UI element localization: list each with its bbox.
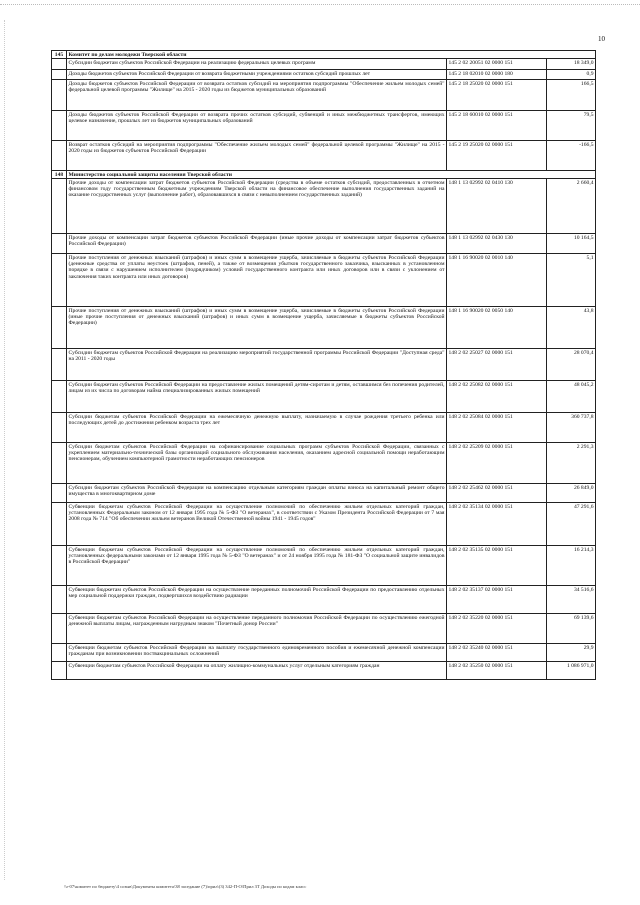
income-name-cell: Прочие доходы от компенсации затрат бюджетов субъектов Российской Федерации (иные прочие доходы от компенсации затрат бюджетов субъектов Российской Федерации) (67, 234, 447, 254)
budget-code-cell: 145 2 19 25020 02 0000 151 (447, 141, 547, 171)
income-name-cell: Прочие поступления от денежных взысканий (штрафов) и иных сумм в возмещение ущерба, зачисляемые в бюджеты субъектов Российской Федерации (денежные средства от уплаты неустоек (штрафов, пеней), а также от возмещения убытков государственного заказчика, взысканных в установленном порядке в связи с нарушением исполнителем (подрядчиком) условий государственного контракта или иных договоров или в связи с уклонением от заключения таких контракта или иных договоров) (67, 254, 447, 307)
table-row (52, 381, 596, 413)
table-row (52, 644, 596, 662)
amount-cell: 18 349,0 (547, 59, 596, 70)
row-number-cell (52, 546, 67, 586)
table-row (52, 59, 596, 70)
table-row (52, 662, 596, 680)
table-row (52, 141, 596, 171)
row-number-cell (52, 381, 67, 413)
amount-cell: 5,1 (547, 254, 596, 307)
amount-cell: 28 070,4 (547, 349, 596, 381)
row-number-cell (52, 111, 67, 141)
income-name-cell: Доходы бюджетов субъектов Российской Федерации от возврата остатков субсидий на мероприятия подпрограммы "Обеспечение жильем молодых семей" федеральной целевой программы "Жилище" на 2015 - 2020 годы из бюджетов муниципальных образований (67, 80, 447, 111)
income-name-cell: Субвенции бюджетам субъектов Российской Федерации на выплату государственного единовременного пособия и ежемесячной денежной компенсации гражданам при возникновении поствакцинальных осложнений (67, 644, 447, 662)
table-row (52, 234, 596, 254)
section-number: 148 (52, 171, 67, 179)
binding-edge-line (4, 20, 6, 880)
table-row (52, 614, 596, 644)
amount-cell: 0,9 (547, 70, 596, 80)
row-number-cell (52, 59, 67, 70)
budget-code-cell: 148 2 02 25462 02 0000 151 (447, 484, 547, 503)
row-number-cell (52, 179, 67, 234)
income-name-cell: Субсидии бюджетам субъектов Российской Федерации на предоставление жилых помещений детям-сиротам и детям, оставшимся без попечения родителей, лицам из их числа по договорам найма специализированных жилых помещений (67, 381, 447, 413)
income-name-cell: Доходы бюджетов субъектов Российской Федерации от возврата прочих остатков субсидий, субвенций и иных межбюджетных трансфертов, имеющих целевое назначение, прошлых лет из бюджетов муниципальных образований (67, 111, 447, 141)
budget-code-cell: 145 2 02 20051 02 0000 151 (447, 59, 547, 70)
row-number-cell (52, 234, 67, 254)
income-name-cell: Прочие поступления от денежных взысканий (штрафов) и иных сумм в возмещение ущерба, зачисляемые в бюджеты субъектов Российской Федерации (иные прочие поступления от денежных взысканий (штрафов) и иных сумм в возмещение ущерба, зачисляемые в бюджеты субъектов Российской Федерации) (67, 307, 447, 349)
amount-cell: 1 086 971,0 (547, 662, 596, 680)
amount-cell: 43,8 (547, 307, 596, 349)
income-name-cell: Субвенции бюджетам субъектов Российской Федерации на осуществление переданных полномочий Российской Федерации по предоставлению отдельных мер социальной поддержки граждан, подвергшихся воздействию радиации (67, 586, 447, 614)
section-number: 145 (52, 51, 67, 59)
budget-code-cell: 148 2 02 25084 02 0000 151 (447, 413, 547, 443)
amount-cell: 29,9 (547, 644, 596, 662)
income-name-cell: Субсидии бюджетам субъектов Российской Федерации на ежемесячную денежную выплату, назначаемую в случае рождения третьего ребенка или последующих детей до достижения ребенком возраста трех лет (67, 413, 447, 443)
income-name-cell: Субсидии бюджетам субъектов Российской Федерации на реализацию федеральных целевых программ (67, 59, 447, 70)
budget-code-cell: 148 2 02 25027 02 0000 151 (447, 349, 547, 381)
section-title: Министерство социальной защиты населения Тверской области (67, 171, 596, 179)
row-number-cell (52, 644, 67, 662)
section-header-row (52, 51, 596, 59)
budget-code-cell: 148 1 16 90020 02 0050 140 (447, 307, 547, 349)
amount-cell: 2 291,3 (547, 443, 596, 484)
section-title: Комитет по делам молодежи Тверской области (67, 51, 596, 59)
income-name-cell: Субвенции бюджетам субъектов Российской Федерации на осуществление переданного полномочия Российской Федерации по осуществлению ежегодной денежной выплаты лицам, награжденным нагрудным знаком "Почетный донор России" (67, 614, 447, 644)
amount-cell: 26 849,0 (547, 484, 596, 503)
row-number-cell (52, 614, 67, 644)
budget-code-cell: 148 1 13 02992 02 0410 130 (447, 179, 547, 234)
budget-code-cell: 148 2 02 35137 02 0000 151 (447, 586, 547, 614)
income-name-cell: Субвенции бюджетам субъектов Российской Федерации на осуществление полномочий по обеспечению жильем отдельных категорий граждан, установленных федеральными законами от 12 января 1995 года № 5-ФЗ "О ветеранах" и от 24 ноября 1995 года № 181-ФЗ "О социальной защите инвалидов в Российской Федерации" (67, 546, 447, 586)
income-name-cell: Прочие доходы от компенсации затрат бюджетов субъектов Российской Федерации (средства в объеме остатков субсидий, предоставленных в отчетном финансовом году государственным бюджетным учреждениям Тверской области на финансовое обеспечение выполнения государственных заданий на оказание государственных услуг (выполнение работ), образовавшихся в связи с невыполнением государственных заданий) (67, 179, 447, 234)
amount-cell: -166,5 (547, 141, 596, 171)
income-name-cell: Возврат остатков субсидий на мероприятия подпрограммы "Обеспечение жильем молодых семей" федеральной целевой программы "Жилище" на 2015 - 2020 годы из бюджетов субъектов Российской Федерации (67, 141, 447, 171)
table-row (52, 80, 596, 111)
budget-code-cell: 148 2 02 25209 02 0000 151 (447, 443, 547, 484)
amount-cell: 48 045,2 (547, 381, 596, 413)
income-name-cell: Субсидии бюджетам субъектов Российской Федерации на компенсацию отдельным категориям граждан оплаты взноса на капитальный ремонт общего имущества в многоквартирном доме (67, 484, 447, 503)
table-row (52, 546, 596, 586)
table-row (52, 503, 596, 546)
amount-cell: 10 164,5 (547, 234, 596, 254)
table-row (52, 586, 596, 614)
row-number-cell (52, 254, 67, 307)
amount-cell: 79,5 (547, 111, 596, 141)
amount-cell: 16 214,3 (547, 546, 596, 586)
income-name-cell: Субсидии бюджетам субъектов Российской Федерации на реализацию мероприятий государственной программы Российской Федерации "Доступная среда" на 2011 - 2020 годы (67, 349, 447, 381)
table-row (52, 484, 596, 503)
budget-code-cell: 148 1 16 90020 02 0010 140 (447, 254, 547, 307)
row-number-cell (52, 80, 67, 111)
table-row (52, 307, 596, 349)
row-number-cell (52, 503, 67, 546)
budget-code-cell: 148 2 02 35134 02 0000 151 (447, 503, 547, 546)
file-path-footer: \\r-07\комитет по бюджету\4 созыв\Документы комитета\38 заседание (7)\прил\(3) 342-П-О\Прил 3Т Доходы по кодам класс (64, 884, 307, 889)
amount-cell: 69 139,6 (547, 614, 596, 644)
budget-code-cell: 148 2 02 35250 02 0000 151 (447, 662, 547, 680)
budget-code-cell: 145 2 18 02010 02 0000 180 (447, 70, 547, 80)
amount-cell: 47 291,6 (547, 503, 596, 546)
row-number-cell (52, 141, 67, 171)
amount-cell: 2 660,4 (547, 179, 596, 234)
row-number-cell (52, 662, 67, 680)
budget-code-cell: 148 2 02 35220 02 0000 151 (447, 614, 547, 644)
budget-code-cell: 148 2 02 25082 02 0000 151 (447, 381, 547, 413)
budget-code-cell: 148 1 13 02992 02 0430 130 (447, 234, 547, 254)
row-number-cell (52, 443, 67, 484)
income-name-cell: Субвенции бюджетам субъектов Российской Федерации на оплату жилищно-коммунальных услуг отдельным категориям граждан (67, 662, 447, 680)
row-number-cell (52, 413, 67, 443)
income-name-cell: Субсидии бюджетам субъектов Российской Федерации на софинансирование социальных программ субъектов Российской Федерации, связанных с укреплением материально-технической базы организаций социального обслуживания населения, оказанием адресной социальной помощи неработающим пенсионерам, обучением компьютерной грамотности неработающих пенсионеров (67, 443, 447, 484)
row-number-cell (52, 70, 67, 80)
table-row (52, 443, 596, 484)
table-row (52, 413, 596, 443)
revenue-table (51, 50, 596, 680)
budget-code-cell: 148 2 02 35240 02 0000 151 (447, 644, 547, 662)
amount-cell: 360 737,8 (547, 413, 596, 443)
income-name-cell: Субвенции бюджетам субъектов Российской Федерации на осуществление полномочий по обеспечению жильем отдельных категорий граждан, установленных Федеральным законом от 12 января 1995 года № 5-ФЗ "О ветеранах", в соответствии с Указом Президента Российской Федерации от 7 мая 2008 года № 714 "Об обеспечении жильем ветеранов Великой Отечественной войны 1941 - 1945 годов" (67, 503, 447, 546)
budget-code-cell: 148 2 02 35135 02 0000 151 (447, 546, 547, 586)
table-row (52, 70, 596, 80)
row-number-cell (52, 586, 67, 614)
budget-code-cell: 145 2 18 60010 02 0000 151 (447, 111, 547, 141)
amount-cell: 34 516,6 (547, 586, 596, 614)
page-number: 10 (598, 35, 605, 43)
table-row (52, 254, 596, 307)
row-number-cell (52, 484, 67, 503)
row-number-cell (52, 307, 67, 349)
table-row (52, 111, 596, 141)
amount-cell: 166,5 (547, 80, 596, 111)
budget-code-cell: 145 2 18 25020 02 0000 151 (447, 80, 547, 111)
section-header-row (52, 171, 596, 179)
table-row (52, 179, 596, 234)
table-row (52, 349, 596, 381)
row-number-cell (52, 349, 67, 381)
scan-edge-line (0, 4, 640, 5)
income-name-cell: Доходы бюджетов субъектов Российской Федерации от возврата бюджетными учреждениями остатков субсидий прошлых лет (67, 70, 447, 80)
